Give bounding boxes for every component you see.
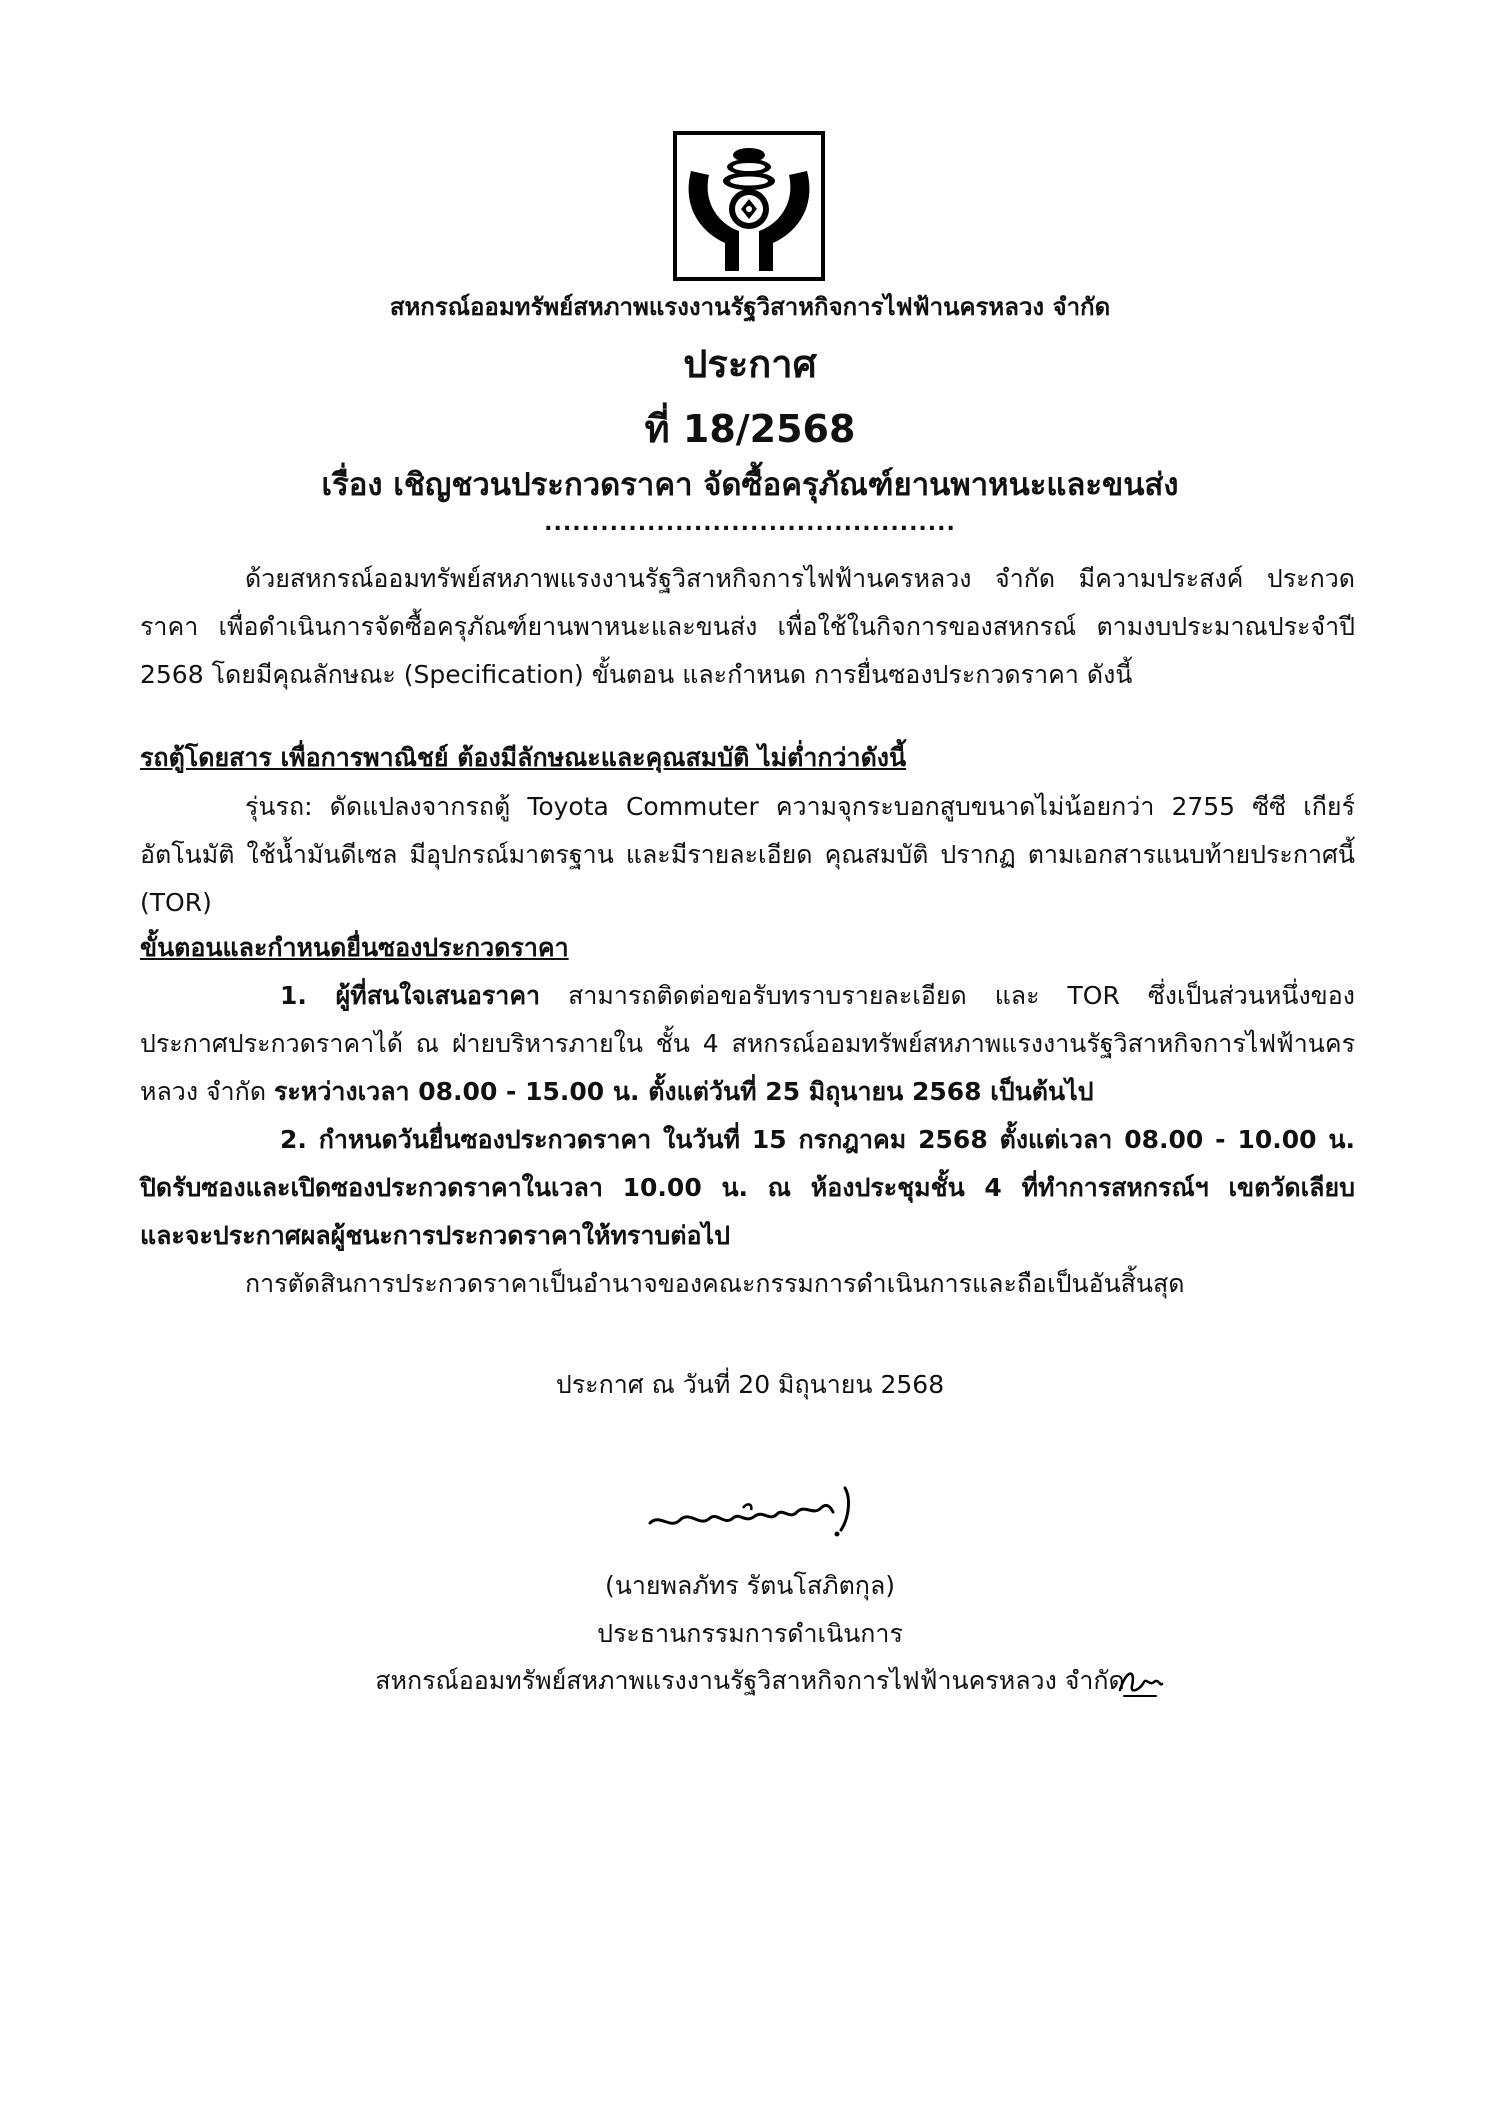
vehicle-section-heading: รถตู้โดยสาร เพื่อการพาณิชย์ ต้องมีลักษณะและคุณสมบัติ ไม่ต่ำกว่าดังนี้ xyxy=(140,743,907,772)
step-1-label: 1. ผู้ที่สนใจเสนอราคา xyxy=(280,981,541,1010)
dotted-separator: ............................................ xyxy=(544,511,956,536)
intro-line: ราคา เพื่อดำเนินการจัดซื้อครุภัณฑ์ยานพาหนะและขนส่ง เพื่อใช้ในกิจการของสหกรณ์ ตามงบประมาณประจำปี xyxy=(140,612,1355,641)
announcement-number: ที่ 18/2568 xyxy=(644,407,856,451)
step-2-line: 2. กำหนดวันยื่นซองประกวดราคา ในวันที่ 15 กรกฎาคม 2568 ตั้งแต่เวลา 08.00 - 10.00 น. xyxy=(280,1125,1355,1154)
vehicle-paragraph xyxy=(140,783,1355,927)
intro-line: ด้วยสหกรณ์ออมทรัพย์สหภาพแรงงานรัฐวิสาหกิจการไฟฟ้านครหลวง จำกัด มีความประสงค์ ประกวด xyxy=(245,564,1355,593)
intro-paragraph xyxy=(140,555,1355,699)
step-1-line xyxy=(140,972,1355,1020)
signer-name: (นายพลภัทร รัตนโสภิตกุล) xyxy=(604,1571,896,1600)
final-decision-line: การตัดสินการประกวดราคาเป็นอำนาจของคณะกรรมการดำเนินการและถือเป็นอันสิ้นสุด xyxy=(245,1269,1185,1298)
handwritten-signature xyxy=(645,1468,870,1548)
signer-organization: สหกรณ์ออมทรัพย์สหภาพแรงงานรัฐวิสาหกิจการไฟฟ้านครหลวง จำกัด xyxy=(375,1666,1125,1695)
organization-header: สหกรณ์ออมทรัพย์สหภาพแรงงานรัฐวิสาหกิจการไฟฟ้านครหลวง จำกัด xyxy=(389,293,1111,321)
step-1-line xyxy=(140,1068,1355,1116)
vehicle-line: รุ่นรถ: ดัดแปลงจากรถตู้ Toyota Commuter ความจุกระบอกสูบขนาดไม่น้อยกว่า 2755 ซีซี เกียร์ xyxy=(245,792,1355,821)
signer-position: ประธานกรรมการดำเนินการ xyxy=(597,1619,903,1648)
announcement-subject: เรื่อง เชิญชวนประกวดราคา จัดซื้อครุภัณฑ์ยานพาหนะและขนส่ง xyxy=(321,467,1179,503)
step-2-line: และจะประกาศผลผู้ชนะการประกวดราคาให้ทราบต่อไป xyxy=(140,1221,730,1250)
announcement-date: ประกาศ ณ วันที่ 20 มิถุนายน 2568 xyxy=(555,1370,945,1399)
page-title: ประกาศ xyxy=(683,342,817,386)
intro-line: 2568 โดยมีคุณลักษณะ (Specification) ขั้นตอน และกำหนด การยื่นซองประกวดราคา ดังนี้ xyxy=(140,660,1133,689)
step-1-text: หลวง จำกัด xyxy=(140,1077,274,1106)
handwritten-initials xyxy=(1116,1660,1166,1700)
vehicle-line: อัตโนมัติ ใช้น้ำมันดีเซล มีอุปกรณ์มาตรฐาน และมีรายละเอียด คุณสมบัติ ปรากฏ ตามเอกสารแนบท้ายประกาศนี้ xyxy=(140,840,1355,869)
steps-paragraph xyxy=(140,972,1355,1308)
vehicle-line: (TOR) xyxy=(140,888,212,917)
cooperative-logo xyxy=(673,131,825,281)
step-1-timeframe: ระหว่างเวลา 08.00 - 15.00 น. ตั้งแต่วันที่ 25 มิถุนายน 2568 เป็นต้นไป xyxy=(274,1077,1094,1106)
step-2-line: ปิดรับซองและเปิดซองประกวดราคาในเวลา 10.00 น. ณ ห้องประชุมชั้น 4 ที่ทำการสหกรณ์ฯ เขตวัดเลียบ xyxy=(140,1173,1355,1202)
steps-section-heading: ขั้นตอนและกำหนดยื่นซองประกวดราคา xyxy=(140,933,569,962)
step-1-line: ประกาศประกวดราคาได้ ณ ฝ่ายบริหารภายใน ชั้น 4 สหกรณ์ออมทรัพย์สหภาพแรงงานรัฐวิสาหกิจการไฟฟ้านคร xyxy=(140,1029,1355,1058)
step-1-text: สามารถติดต่อขอรับทราบรายละเอียด และ TOR ซึ่งเป็นส่วนหนึ่งของ xyxy=(540,981,1355,1010)
